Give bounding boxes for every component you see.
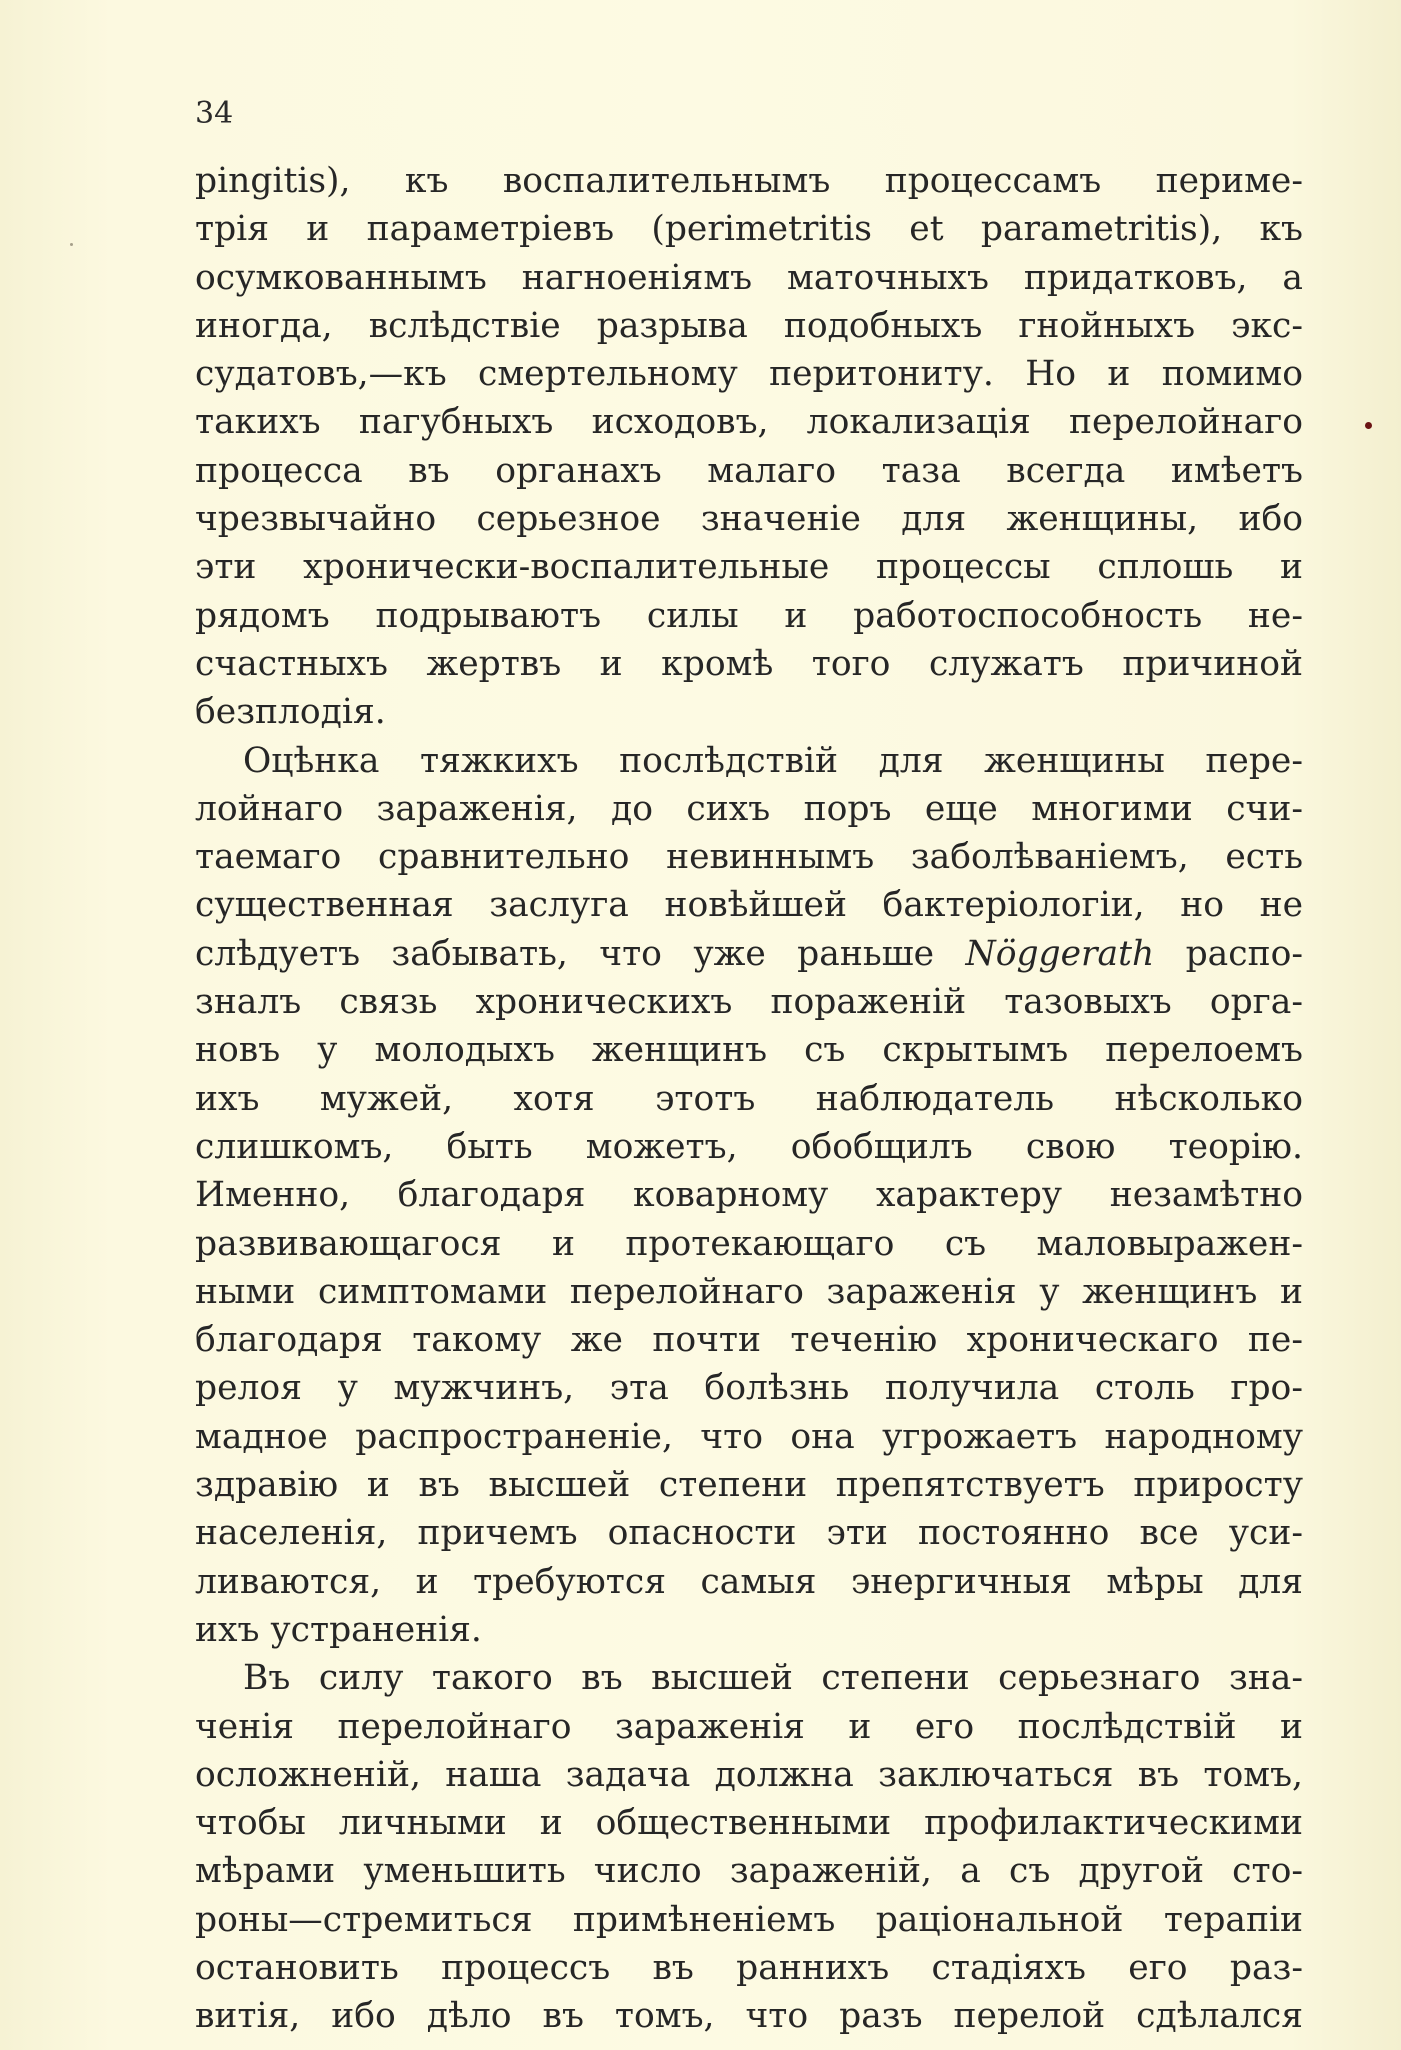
text-line: Въ силу такого въ высшей степени серьезнаго зна- (243, 1658, 1303, 1699)
text-line: трія и параметріевъ (perimetritis et parametritis), къ (195, 209, 1303, 250)
text-line: новъ у молодыхъ женщинъ съ скрытымъ перелоемъ (195, 1030, 1303, 1071)
text-line: ихъ устраненія. (195, 1609, 482, 1650)
text-line: существенная заслуга новѣйшей бактеріологіи, но не (195, 885, 1303, 926)
text-line: счастныхъ жертвъ и кромѣ того служатъ причиной (195, 643, 1303, 684)
text-line: осумкованнымъ нагноеніямъ маточныхъ придатковъ, а (195, 257, 1303, 298)
text-line: процесса въ органахъ малаго таза всегда имѣетъ (195, 450, 1303, 491)
text-line: эти хронически-воспалительные процессы сплошь и (195, 547, 1303, 588)
text-line: таемаго сравнительно невиннымъ заболѣваніемъ, есть (195, 837, 1303, 878)
text-line: здравію и въ высшей степени препятствуетъ приросту (195, 1465, 1303, 1506)
text-line: иногда, вслѣдствіе разрыва подобныхъ гнойныхъ экс- (195, 305, 1303, 346)
text-line: ливаются, и требуются самыя энергичныя мѣры для (195, 1561, 1303, 1602)
text-line: развивающагося и протекающаго съ маловыражен- (195, 1223, 1303, 1264)
text-line: остановить процессъ въ раннихъ стадіяхъ его раз- (195, 1947, 1303, 1988)
text-line: роны—стремиться примѣненіемъ раціональной терапіи (195, 1899, 1303, 1940)
text-line: чтобы личными и общественными профилактическими (195, 1803, 1303, 1844)
text-line: зналъ связь хроническихъ пораженій тазовыхъ орга- (195, 982, 1303, 1023)
italic-name: Nöggerath (965, 933, 1155, 974)
text-line: pingitis), къ воспалительнымъ процессамъ перимe- (195, 161, 1303, 201)
text-line: мадное распространеніе, что она угрожаетъ народному (195, 1416, 1303, 1457)
text-line: ченія перелойнаго зараженія и его послѣдствій и (195, 1706, 1303, 1747)
text-line: судатовъ,—къ смертельному перитониту. Но и помимо (195, 354, 1303, 395)
paper-speck (70, 243, 73, 246)
text-line: лойнаго зараженія, до сихъ поръ еще многими счи- (195, 788, 1303, 829)
text-line: релоя у мужчинъ, эта болѣзнь получила столь гро- (195, 1368, 1303, 1409)
text-line: Именно, благодаря коварному характеру незамѣтно (195, 1175, 1303, 1216)
text-line: витія, ибо дѣло въ томъ, что разъ перелой сдѣлался (195, 1996, 1303, 2037)
margin-mark (1365, 422, 1372, 429)
page-number: 34 (195, 96, 234, 131)
text-line: мѣрами уменьшить число зараженій, а съ другой сто- (195, 1851, 1303, 1892)
text-line: ихъ мужей, хотя этотъ наблюдатель нѣсколько (195, 1078, 1303, 1119)
text-line: слишкомъ, быть можетъ, обобщилъ свою теорію. (195, 1126, 1303, 1167)
body-text (195, 157, 1303, 2041)
text-line: ными симптомами перелойнаго зараженія у женщинъ и (195, 1271, 1303, 1312)
text-line: чрезвычайно серьезное значеніе для женщины, ибо (195, 499, 1303, 540)
text-line: населенія, причемъ опасности эти постоянно все уси- (195, 1513, 1303, 1554)
text-line: слѣдуетъ забывать, что уже раньше Nöggerath распо- (195, 933, 1303, 974)
text-line: осложненій, наша задача должна заключаться въ томъ, (195, 1754, 1303, 1795)
text-line: Оцѣнка тяжкихъ послѣдствій для женщины пере- (243, 740, 1303, 781)
text-line: такихъ пагубныхъ исходовъ, локализація перелойнаго (195, 402, 1303, 443)
text-line: благодаря такому же почти теченію хроническаго пе- (195, 1320, 1303, 1361)
text-line: рядомъ подрываютъ силы и работоспособность не- (195, 595, 1303, 636)
text-line: безплодія. (195, 692, 386, 733)
